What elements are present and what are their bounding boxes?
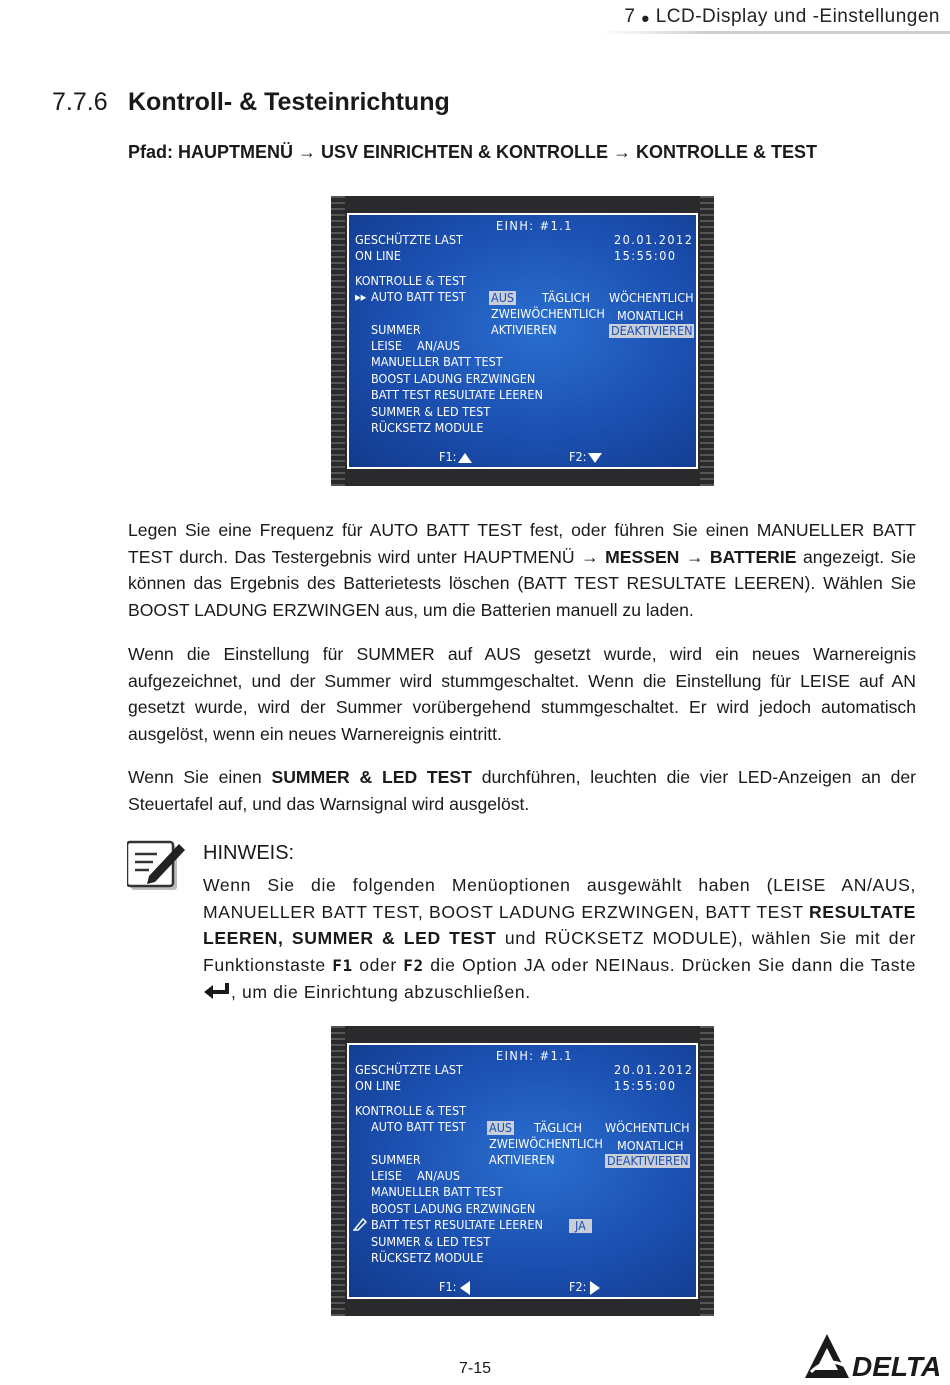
running-header bbox=[624, 2, 940, 31]
arrow-down-icon bbox=[588, 453, 602, 463]
chapter-title: LCD-Display und -Einstellungen bbox=[655, 6, 940, 27]
option-aktivieren[interactable]: AKTIVIEREN bbox=[489, 1152, 555, 1167]
chapter-number: 7 bbox=[624, 6, 636, 27]
menu-item-batt-test-resultate[interactable]: BATT TEST RESULTATE LEEREN bbox=[371, 1217, 543, 1232]
note-text-c: und RÜCKSETZ MODULE), wählen Sie mit der Funktionstaste bbox=[203, 928, 916, 975]
option-aus[interactable]: AUS bbox=[491, 290, 515, 305]
para1-text-a: Legen Sie eine Frequenz für AUTO BATT TEST fest, oder führen Sie einen MANUELLER BATT TEST durch. Das Testergebnis wird unter HAUPTMENÜ → bbox=[128, 520, 916, 567]
menu-item-summer-led-test[interactable]: SUMMER & LED TEST bbox=[371, 404, 491, 419]
lcd-display bbox=[347, 1043, 698, 1299]
section-number: 7.7.6 bbox=[52, 88, 108, 116]
option-deaktivieren[interactable]: DEAKTIVIEREN bbox=[611, 323, 693, 338]
para1-text-e: angezeigt. Sie können das Ergebnis des Batterietests löschen (BATT TEST RESULTATE LEEREN). Wählen Sie BOOST LADUNG ERZWINGEN aus, um die Batterien manuell zu laden. bbox=[128, 546, 916, 620]
leise-value: AN/AUS bbox=[417, 338, 460, 353]
note-bold: RESULTATE LEEREN, SUMMER & LED TEST bbox=[203, 901, 916, 948]
arrow-up-icon bbox=[458, 453, 472, 463]
menu-item-boost-ladung[interactable]: BOOST LADUNG ERZWINGEN bbox=[371, 371, 536, 386]
paragraph-3 bbox=[128, 764, 916, 817]
load-label: GESCHÜTZTE LAST bbox=[355, 232, 463, 247]
section-title: Kontroll- & Testeinrichtung bbox=[128, 88, 450, 116]
status-label: ON LINE bbox=[355, 248, 401, 263]
arrow-right-icon bbox=[590, 1281, 600, 1295]
leise-value: AN/AUS bbox=[417, 1168, 460, 1183]
para1-bold-messen: MESSEN bbox=[605, 546, 680, 567]
f2-key-glyph: F2 bbox=[403, 955, 424, 975]
section-heading bbox=[52, 88, 450, 117]
lcd-display bbox=[347, 213, 698, 469]
date-label: 20.01.2012 bbox=[614, 232, 694, 247]
menu-item-summer[interactable]: SUMMER bbox=[371, 1152, 421, 1167]
page-number: 7-15 bbox=[459, 1360, 492, 1377]
arrow-left-icon bbox=[460, 1281, 470, 1295]
menu-path: Pfad: HAUPTMENÜ → USV EINRICHTEN & KONTROLLE → KONTROLLE & TEST bbox=[128, 142, 818, 162]
frame-stripes-left bbox=[331, 1026, 345, 1316]
f2-label: F2: bbox=[569, 449, 587, 464]
option-taeglich[interactable]: TÄGLICH bbox=[534, 1120, 582, 1135]
option-monatlich[interactable]: MONATLICH bbox=[617, 308, 684, 323]
unit-label: EINH: #1.1 bbox=[496, 218, 573, 233]
frame-stripes-right bbox=[700, 196, 714, 486]
frame-stripes-left bbox=[331, 196, 345, 486]
cursor-icon: ▸▸ bbox=[355, 289, 367, 304]
option-woechentlich[interactable]: WÖCHENTLICH bbox=[605, 1120, 690, 1135]
header-rule bbox=[600, 31, 950, 34]
f2-key-label[interactable] bbox=[569, 450, 602, 464]
option-aus[interactable]: AUS bbox=[489, 1120, 513, 1135]
delta-logo bbox=[805, 1332, 947, 1385]
unit-label: EINH: #1.1 bbox=[496, 1048, 573, 1063]
menu-title: KONTROLLE & TEST bbox=[355, 1103, 466, 1118]
menu-item-summer[interactable]: SUMMER bbox=[371, 322, 421, 337]
paragraph-1 bbox=[128, 517, 916, 623]
paragraph-2: Wenn die Einstellung für SUMMER auf AUS gesetzt wurde, wird ein neues Warnereignis aufgezeichnet, und der Summer wird stummgeschaltet. Wenn die Einstellung für LEISE auf AN gesetzt wurde, wird der Summer vorübergehend stummgeschaltet. Er wird jedoch automatisch ausgelöst, wenn ein neues Warnereignis eintritt. bbox=[128, 644, 916, 744]
f1-key-label[interactable] bbox=[439, 1280, 470, 1295]
option-zweiwoechentlich[interactable]: ZWEIWÖCHENTLICH bbox=[491, 306, 605, 321]
note-title: HINWEIS: bbox=[203, 842, 295, 864]
option-woechentlich[interactable]: WÖCHENTLICH bbox=[609, 290, 694, 305]
menu-item-leise[interactable]: LEISE bbox=[371, 338, 402, 353]
para1-arrow: → bbox=[679, 546, 710, 567]
menu-item-auto-batt-test[interactable]: AUTO BATT TEST bbox=[371, 1119, 466, 1134]
option-ja[interactable]: JA bbox=[569, 1219, 592, 1233]
note-text bbox=[203, 872, 916, 1006]
status-label: ON LINE bbox=[355, 1078, 401, 1093]
header-dot: • bbox=[641, 6, 650, 31]
logo-text: DELTA bbox=[852, 1351, 942, 1380]
option-zweiwoechentlich[interactable]: ZWEIWÖCHENTLICH bbox=[489, 1136, 603, 1151]
menu-item-manueller-batt-test[interactable]: MANUELLER BATT TEST bbox=[371, 1184, 503, 1199]
enter-key-icon bbox=[203, 982, 231, 1002]
menu-item-ruecksetz-module[interactable]: RÜCKSETZ MODULE bbox=[371, 1250, 484, 1265]
frame-stripes-right bbox=[700, 1026, 714, 1316]
option-aktivieren[interactable]: AKTIVIEREN bbox=[491, 322, 557, 337]
lcd-screenshot-1 bbox=[331, 196, 714, 486]
time-label: 15:55:00 bbox=[614, 248, 677, 263]
option-deaktivieren[interactable]: DEAKTIVIEREN bbox=[607, 1153, 689, 1168]
menu-item-batt-test-resultate[interactable]: BATT TEST RESULTATE LEEREN bbox=[371, 387, 543, 402]
para3-text-c: durchführen, leuchten die vier LED-Anzeigen an der Steuertafel auf, und das Warnsignal wird ausgelöst. bbox=[128, 767, 916, 814]
option-taeglich[interactable]: TÄGLICH bbox=[542, 290, 590, 305]
note-text-a: Wenn Sie die folgenden Menüoptionen ausgewählt haben (LEISE AN/AUS, MANUELLER BATT TEST, BOOST LADUNG ERZWINGEN, BATT TEST bbox=[203, 875, 916, 922]
note-text-d: oder bbox=[352, 954, 404, 975]
date-label: 20.01.2012 bbox=[614, 1062, 694, 1077]
menu-item-auto-batt-test[interactable]: AUTO BATT TEST bbox=[371, 289, 466, 304]
f1-key-label[interactable] bbox=[439, 450, 472, 464]
note-text-e: die Option JA oder NEINaus. Drücken Sie dann die Taste bbox=[423, 954, 916, 975]
time-label: 15:55:00 bbox=[614, 1078, 677, 1093]
f2-label: F2: bbox=[569, 1279, 587, 1294]
load-label: GESCHÜTZTE LAST bbox=[355, 1062, 463, 1077]
f1-key-glyph: F1 bbox=[332, 955, 353, 975]
para3-text-a: Wenn Sie einen bbox=[128, 767, 272, 787]
edit-pencil-icon bbox=[353, 1217, 367, 1234]
para1-bold-batterie: BATTERIE bbox=[709, 546, 797, 567]
f1-label: F1: bbox=[439, 449, 457, 464]
note-pencil-icon bbox=[127, 840, 187, 897]
menu-item-ruecksetz-module[interactable]: RÜCKSETZ MODULE bbox=[371, 420, 484, 435]
menu-item-leise[interactable]: LEISE bbox=[371, 1168, 402, 1183]
menu-item-manueller-batt-test[interactable]: MANUELLER BATT TEST bbox=[371, 354, 503, 369]
f2-key-label[interactable] bbox=[569, 1280, 600, 1295]
f1-label: F1: bbox=[439, 1279, 457, 1294]
option-monatlich[interactable]: MONATLICH bbox=[617, 1138, 684, 1153]
menu-title: KONTROLLE & TEST bbox=[355, 273, 466, 288]
lcd-screenshot-2 bbox=[331, 1026, 714, 1316]
para3-bold: SUMMER & LED TEST bbox=[271, 767, 472, 787]
menu-item-boost-ladung[interactable]: BOOST LADUNG ERZWINGEN bbox=[371, 1201, 536, 1216]
menu-item-summer-led-test[interactable]: SUMMER & LED TEST bbox=[371, 1234, 491, 1249]
note-text-f: , um die Einrichtung abzuschließen. bbox=[231, 982, 531, 1002]
